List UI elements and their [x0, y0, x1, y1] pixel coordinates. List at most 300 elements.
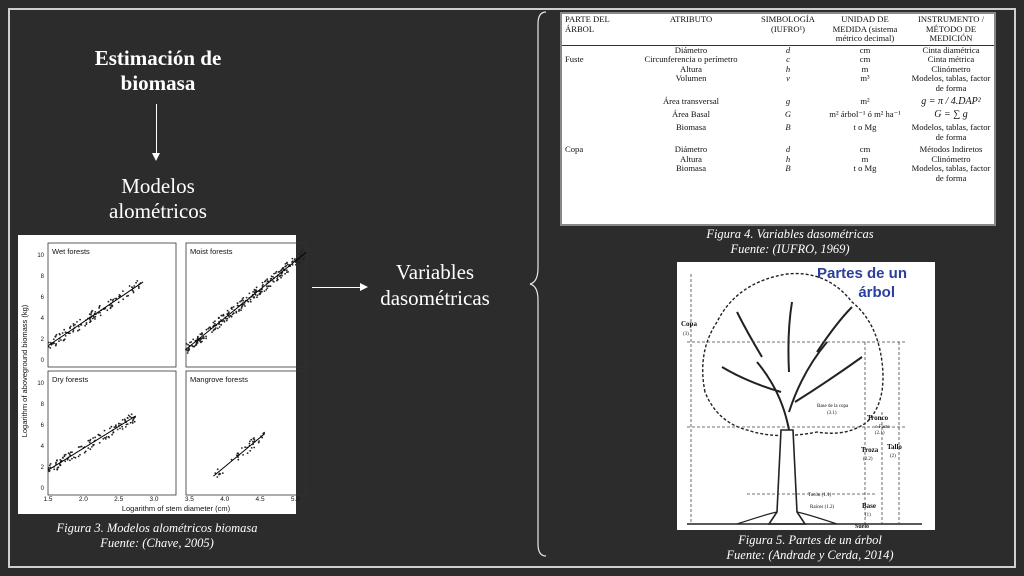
x-tick-label: 1.5 [43, 496, 53, 503]
data-point [259, 292, 261, 294]
x-tick-label: 2.5 [114, 496, 124, 503]
data-point [54, 336, 56, 338]
data-point [214, 320, 216, 322]
data-point [87, 447, 89, 449]
data-point [262, 282, 264, 284]
data-point [62, 332, 64, 334]
data-point [65, 454, 67, 456]
data-point [69, 460, 71, 462]
data-point [56, 459, 58, 461]
data-point [90, 439, 92, 441]
data-point [112, 432, 114, 434]
data-point [263, 432, 265, 434]
data-point [118, 301, 120, 303]
data-point [280, 277, 282, 279]
down-arrow-line [156, 104, 157, 156]
data-point [135, 282, 137, 284]
figure4-caption-title: Figura 4. Variables dasométricas [706, 227, 874, 241]
panel-label: Wet forests [52, 247, 90, 256]
data-point [278, 271, 280, 273]
figure4-caption [640, 227, 940, 257]
data-point [76, 321, 78, 323]
label-suelo: Suelo [855, 524, 870, 530]
label-tallo: Tallo [887, 443, 902, 451]
data-point [250, 301, 252, 303]
y-tick-label: 4 [40, 444, 44, 450]
data-point [273, 273, 275, 275]
data-point [69, 332, 71, 334]
data-point [301, 251, 303, 253]
table-header-row [562, 14, 994, 45]
tree-parts-diagram [677, 262, 935, 530]
data-point [73, 325, 75, 327]
data-point [251, 447, 253, 449]
data-point [59, 333, 61, 335]
data-point [99, 305, 101, 307]
data-point [264, 281, 266, 283]
data-point [132, 419, 134, 421]
data-point [122, 298, 124, 300]
data-point [48, 342, 50, 344]
data-point [56, 334, 58, 336]
data-point [258, 440, 260, 442]
data-point [71, 458, 73, 460]
variables-label: Variables dasométricas [380, 260, 490, 310]
right-arrow-line [312, 287, 362, 288]
figure5-title-line2: árbol [858, 284, 895, 301]
data-point [252, 291, 254, 293]
data-point [205, 336, 207, 338]
data-point [115, 424, 117, 426]
data-point [106, 309, 108, 311]
label-tocon: Tocón (1.1) [808, 493, 832, 498]
data-point [250, 299, 252, 301]
x-tick-label: 3.5 [184, 496, 194, 503]
data-point [78, 456, 80, 458]
y-tick-label: 8 [40, 274, 44, 280]
data-point [286, 269, 288, 271]
data-point [104, 430, 106, 432]
data-point [102, 438, 104, 440]
data-point [90, 314, 92, 316]
data-point [92, 437, 94, 439]
regression-line [48, 416, 136, 470]
data-point [281, 275, 283, 277]
header-instrument: INSTRUMENTO / MÉTODO DE MEDICIÓN [918, 14, 984, 43]
data-point [256, 296, 258, 298]
data-point [94, 437, 96, 439]
data-point [110, 299, 112, 301]
data-point [79, 319, 81, 321]
data-point [247, 452, 249, 454]
data-point [113, 426, 115, 428]
data-point [122, 290, 124, 292]
data-point [213, 328, 215, 330]
data-point [266, 278, 268, 280]
data-point [246, 297, 248, 299]
data-point [273, 281, 275, 283]
data-point [292, 258, 294, 260]
data-point [218, 317, 220, 319]
data-point [202, 337, 204, 339]
figure3-caption-title: Figura 3. Modelos alométricos biomasa [56, 521, 258, 535]
data-point [226, 320, 228, 322]
figure4-table-image [560, 12, 996, 226]
figure3-caption-source: Fuente: (Chave, 2005) [100, 536, 214, 550]
data-point [94, 311, 96, 313]
label-troza: Troza [861, 446, 879, 454]
data-point [127, 417, 129, 419]
data-point [119, 428, 121, 430]
data-point [249, 293, 251, 295]
y-tick-label: 4 [40, 316, 44, 322]
data-point [118, 423, 120, 425]
data-point [79, 446, 81, 448]
data-point [262, 284, 264, 286]
data-point [187, 344, 189, 346]
data-point [79, 454, 81, 456]
data-point [58, 340, 60, 342]
data-point [49, 465, 51, 467]
data-point [253, 447, 255, 449]
data-point [108, 437, 110, 439]
data-point [237, 453, 239, 455]
panel-frame [48, 371, 176, 495]
data-point [240, 300, 242, 302]
data-point [304, 257, 306, 259]
data-point [192, 339, 194, 341]
y-tick-label: 8 [40, 402, 44, 408]
panel-label: Mangrove forests [190, 375, 248, 384]
data-point [212, 322, 214, 324]
data-point [126, 295, 128, 297]
data-point [60, 339, 62, 341]
data-point [86, 322, 88, 324]
data-point [53, 468, 55, 470]
label-raices: Raíces (1.2) [810, 505, 835, 510]
data-point [133, 285, 135, 287]
data-point [216, 476, 218, 478]
data-point [72, 331, 74, 333]
table-row: Altura h m Clinómetro [680, 153, 971, 164]
data-point [77, 330, 79, 332]
data-point [233, 306, 235, 308]
data-point [240, 309, 242, 311]
figure3-scatter-plots [18, 235, 300, 514]
table-row: Biomasa B t o Mg Modelos, tablas, factor de forma [675, 163, 991, 183]
data-point [69, 327, 71, 329]
regression-line [186, 252, 306, 349]
data-point [64, 455, 66, 457]
tree-trunk [769, 430, 805, 524]
data-point [48, 467, 50, 469]
data-point [217, 328, 219, 330]
data-point [268, 285, 270, 287]
data-point [89, 442, 91, 444]
label-copa-num: (3) [683, 332, 689, 337]
figure5-caption-title: Figura 5. Partes de un árbol [738, 533, 882, 547]
data-point [222, 472, 224, 474]
data-point [55, 343, 57, 345]
x-tick-label: 3.0 [149, 496, 159, 503]
data-point [219, 326, 221, 328]
data-point [48, 346, 50, 348]
data-point [130, 422, 132, 424]
x-tick-label: 4.5 [255, 496, 265, 503]
data-point [223, 320, 225, 322]
data-point [193, 346, 195, 348]
data-point [108, 301, 110, 303]
data-point [128, 415, 130, 417]
figure4-caption-source: Fuente: (IUFRO, 1969) [730, 242, 850, 256]
data-point [126, 424, 128, 426]
data-point [267, 280, 269, 282]
data-point [237, 302, 239, 304]
label-copa: Copa [681, 320, 697, 328]
table-row: Copa Diámetro d cm Métodos Indiretos [565, 144, 983, 154]
data-point [55, 462, 57, 464]
curly-brace-icon [526, 10, 552, 558]
data-point [89, 448, 91, 450]
data-point [89, 321, 91, 323]
data-point [250, 439, 252, 441]
data-point [207, 328, 209, 330]
data-point [286, 271, 288, 273]
dasometric-variables-table [562, 14, 994, 183]
label-base: Base [862, 502, 876, 510]
data-point [272, 276, 274, 278]
data-point [117, 429, 119, 431]
y-tick-label: 6 [40, 295, 44, 301]
data-point [299, 254, 301, 256]
data-point [99, 312, 101, 314]
data-point [87, 440, 89, 442]
data-point [227, 310, 229, 312]
label-base-copa-num: (3.1) [827, 411, 837, 416]
data-point [276, 278, 278, 280]
data-point [299, 262, 301, 264]
data-point [242, 297, 244, 299]
data-point [63, 340, 65, 342]
panel-label: Dry forests [52, 375, 89, 384]
data-point [58, 466, 60, 468]
data-point [109, 428, 111, 430]
data-point [231, 308, 233, 310]
y-axis-label: Logarithm of aboveground biomass (kg) [20, 304, 29, 438]
data-point [53, 338, 55, 340]
table-row: Fuste Circunferencia o perímetro c cm Cinta métrica [565, 54, 975, 64]
table-row: Biomasa B t o Mg Modelos, tablas, factor de forma [675, 122, 991, 142]
data-point [124, 419, 126, 421]
data-point [197, 341, 199, 343]
data-point [119, 294, 121, 296]
panel-frame [186, 371, 306, 495]
data-point [235, 312, 237, 314]
data-point [134, 421, 136, 423]
figure5-caption [660, 533, 960, 563]
data-point [244, 446, 246, 448]
data-point [188, 349, 190, 351]
x-tick-label: 4.0 [220, 496, 230, 503]
regression-line [48, 282, 143, 346]
y-tick-label: 0 [40, 358, 44, 364]
y-tick-label: 2 [40, 337, 44, 343]
data-point [270, 278, 272, 280]
data-point [49, 470, 51, 472]
slide-title: Estimación de biomasa [94, 46, 222, 95]
y-tick-label: 10 [37, 381, 44, 387]
data-point [279, 275, 281, 277]
data-point [49, 347, 51, 349]
data-point [206, 329, 208, 331]
data-point [104, 437, 106, 439]
data-point [121, 426, 123, 428]
data-point [99, 434, 101, 436]
data-point [106, 436, 108, 438]
data-point [92, 444, 94, 446]
data-point [93, 317, 95, 319]
data-point [64, 460, 66, 462]
header-attribute: ATRIBUTO [669, 14, 713, 24]
tree-crown [703, 274, 883, 436]
data-point [186, 343, 188, 345]
data-point [237, 305, 239, 307]
data-point [264, 290, 266, 292]
data-point [200, 339, 202, 341]
data-point [71, 451, 73, 453]
data-point [220, 315, 222, 317]
data-point [230, 315, 232, 317]
data-point [110, 426, 112, 428]
label-fuste: o Fuste [875, 425, 890, 430]
data-point [211, 331, 213, 333]
data-point [122, 419, 124, 421]
data-point [284, 273, 286, 275]
label-fuste-num: (2.1) [875, 431, 885, 436]
panel-label: Moist forests [190, 247, 233, 256]
data-point [249, 443, 251, 445]
data-point [238, 309, 240, 311]
data-point [129, 416, 131, 418]
data-point [63, 329, 65, 331]
regression-line [213, 434, 264, 477]
data-point [65, 335, 67, 337]
data-point [65, 331, 67, 333]
data-point [73, 456, 75, 458]
data-point [122, 428, 124, 430]
label-tallo-num: (2) [890, 454, 896, 459]
data-point [73, 323, 75, 325]
data-point [131, 413, 133, 415]
data-point [110, 307, 112, 309]
models-label: Modelos alométricos [109, 174, 207, 223]
data-point [189, 342, 191, 344]
x-tick-label: 5.0 [290, 496, 300, 503]
dimension-lines [687, 274, 907, 524]
data-point [79, 329, 81, 331]
table-row: Altura h m Clinómetro [680, 63, 971, 74]
data-point [69, 453, 71, 455]
data-point [112, 299, 114, 301]
data-point [133, 292, 135, 294]
table-row: Diámetro d cm Cinta diamétrica [674, 44, 980, 55]
panel-frame [186, 243, 306, 367]
data-point [91, 446, 93, 448]
data-point [233, 312, 235, 314]
data-point [302, 257, 304, 259]
data-point [201, 332, 203, 334]
y-tick-label: 6 [40, 423, 44, 429]
data-point [214, 323, 216, 325]
x-axis-label: Logarithm of stem diameter (cm) [121, 504, 231, 513]
y-tick-label: 2 [40, 465, 44, 471]
data-point [111, 434, 113, 436]
data-point [199, 333, 201, 335]
data-point [62, 457, 64, 459]
y-tick-label: 10 [37, 253, 44, 259]
label-troza-num: (2.2) [863, 457, 873, 462]
data-point [220, 324, 222, 326]
figure3-caption [18, 521, 296, 551]
data-point [254, 439, 256, 441]
figure5-caption-source: Fuente: (Andrade y Cerda, 2014) [726, 548, 894, 562]
x-tick-label: 2.0 [78, 496, 88, 503]
data-point [125, 426, 127, 428]
figure5-image [677, 262, 935, 530]
data-point [75, 457, 77, 459]
data-point [286, 262, 288, 264]
data-point [219, 473, 221, 475]
data-point [253, 297, 255, 299]
data-point [187, 352, 189, 354]
data-point [217, 468, 219, 470]
data-point [266, 287, 268, 289]
data-point [243, 304, 245, 306]
data-point [266, 285, 268, 287]
data-point [302, 249, 304, 251]
data-point [84, 452, 86, 454]
data-point [50, 463, 52, 465]
data-point [265, 289, 267, 291]
label-base-num: (1) [865, 513, 871, 518]
data-point [99, 442, 101, 444]
figure5-title-line1: Partes de un [816, 265, 907, 282]
data-point [136, 280, 138, 282]
data-point [94, 318, 96, 320]
data-point [244, 305, 246, 307]
data-point [200, 342, 202, 344]
data-point [100, 315, 102, 317]
table-row: Área transversal g m² g = π / 4.DAP² [662, 96, 981, 107]
data-point [92, 310, 94, 312]
data-point [197, 336, 199, 338]
data-point [242, 300, 244, 302]
header-unit: UNIDAD DE MEDIDA (sistema métrico decimal) [832, 14, 898, 43]
data-point [299, 259, 301, 261]
data-point [132, 421, 134, 423]
figure3-image [18, 235, 300, 514]
data-point [285, 265, 287, 267]
data-point [223, 314, 225, 316]
data-point [294, 258, 296, 260]
down-arrow-head-icon [152, 153, 160, 161]
data-point [256, 287, 258, 289]
table-row: Volumen v m³ Modelos, tablas, factor de forma [675, 73, 991, 93]
data-point [295, 264, 297, 266]
data-point [257, 295, 259, 297]
data-point [241, 447, 243, 449]
header-symbol: SIMBOLOGÍA (IUFRO¹) [761, 14, 815, 34]
